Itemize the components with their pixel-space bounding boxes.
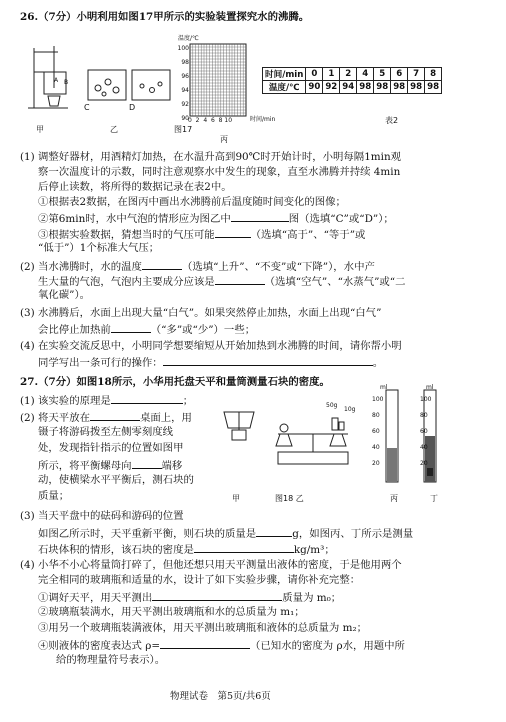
q27-line-12: 完全相同的玻璃瓶和适量的水，设计了如下实验步骤，请你补充完整： xyxy=(38,574,361,586)
answer-blank-surface[interactable] xyxy=(90,409,140,421)
answer-blank-density[interactable] xyxy=(194,541,294,553)
cylinder-unit-ding: ml xyxy=(426,384,434,391)
q27-line-7: 质量； xyxy=(38,490,70,502)
cylinder-ticks-bing: 100 80 60 40 20 xyxy=(372,396,384,467)
q27-line-4: 处，发现指针指示的位置如图甲 xyxy=(38,442,184,454)
stand-diagram xyxy=(28,46,68,108)
graph-yticks: 100 98 96 94 92 90 xyxy=(177,45,189,122)
fig18-label-ding: 丁 xyxy=(430,494,438,503)
q27-line-13: ①调好天平，用天平测出 质量为 m₀； xyxy=(38,589,341,605)
fig18-label-bing: 丙 xyxy=(390,494,398,503)
q26-line-9: 生大量的气泡，气泡内主要成分应该是 （选填“空气”、“水蒸气”或“二 xyxy=(38,273,406,289)
q27-line-14: ②玻璃瓶装满水，用天平测出玻璃瓶和水的总质量为 m₁； xyxy=(38,606,305,618)
answer-blank-step1[interactable] xyxy=(152,589,282,601)
q26-line-3: 后停止读数，将所得的数据记录在表2中。 xyxy=(38,181,232,193)
table-row-time: 时间/min 0 1 2 4 5 6 7 8 xyxy=(263,68,442,81)
answer-blank-expression[interactable] xyxy=(160,637,250,649)
balance-scale xyxy=(276,418,348,464)
q26-line-12: 会比停止加热前 （“多”或“少”）一些； xyxy=(38,321,255,337)
svg-text:A: A xyxy=(54,77,59,84)
answer-blank-steam[interactable] xyxy=(111,321,151,333)
q26-line-7: “低于”）1个标准大气压； xyxy=(38,242,160,254)
cylinder-ticks-ding: 100 80 60 40 20 xyxy=(420,396,432,467)
answer-blank-operation[interactable] xyxy=(163,354,373,366)
label-jia: 甲 xyxy=(36,125,44,134)
q26-line-4: ①根据表2数据，在图丙中画出水沸腾前后温度随时间变化的图像； xyxy=(38,196,346,208)
answer-blank-bubble[interactable] xyxy=(231,210,289,222)
fig18-label-jia: 甲 xyxy=(232,494,240,503)
label-d: D xyxy=(129,103,136,112)
q26-line-8: (2) 当水沸腾时，水的温度 （选填“上升”、“不变”或“下降”），水中产 xyxy=(20,258,375,274)
answer-blank-mass[interactable] xyxy=(256,525,292,537)
q27-line-1: (1) 该实验的原理是 ； xyxy=(20,392,193,408)
q26-line-14: 同学写出一条可行的操作： 。 xyxy=(38,354,383,370)
q26-header: 26.（7分）小明利用如图17甲所示的实验装置探究水的沸腾。 xyxy=(20,11,310,23)
label-bing: 丙 xyxy=(220,135,228,144)
q26-line-2: 察一次温度计的示数，同时注意观察水中发生的现象，直至水沸腾并持续 4min xyxy=(38,166,401,178)
table-row-temp: 温度/℃ 90 92 94 98 98 98 98 98 xyxy=(263,81,442,94)
data-table-2 xyxy=(262,67,442,94)
page-footer: 物理试卷 第5页/共6页 xyxy=(170,691,271,702)
q27-line-3: 镊子将游码拨至左侧零刻度线 xyxy=(38,426,174,438)
answer-blank-pressure[interactable] xyxy=(215,226,251,238)
graph-ylabel: 温度/℃ xyxy=(178,35,199,42)
q27-line-2: (2) 将天平放在 桌面上，用 xyxy=(20,409,192,425)
q27-line-5: 所示，将平衡螺母向 端移 xyxy=(38,457,182,473)
answer-blank-direction[interactable] xyxy=(132,457,162,469)
fig18-caption: 图18 乙 xyxy=(275,494,304,503)
q27-line-16: ④则液体的密度表达式 ρ= （已知水的密度为 ρ水，用题中所 xyxy=(38,637,405,653)
q27-line-15: ③用另一个玻璃瓶装满液体，用天平测出玻璃瓶和液体的总质量为 m₂； xyxy=(38,622,368,634)
q26-line-6: ③根据实验数据，猜想当时的气压可能 （选填“高于”、“等于”或 xyxy=(38,226,365,242)
beaker-c xyxy=(88,70,126,100)
q27-line-10: 石块体积的情形，该石块的密度是 kg/m³； xyxy=(38,541,335,557)
q26-line-1: (1) 调整好器材，用酒精灯加热，在水温升高到90℃时开始计时，小明每隔1min观 xyxy=(20,151,402,163)
beaker-d xyxy=(132,70,170,100)
weight-label-50g: 50g xyxy=(326,402,338,409)
fig17-caption: 图17 xyxy=(174,125,193,134)
answer-blank-temp[interactable] xyxy=(142,258,182,270)
q27-line-6: 动，使横梁水平平衡后，测石块的 xyxy=(38,474,194,486)
q26-line-5: ②第6min时，水中气泡的情形应为图乙中 图（选填“C”或“D”）； xyxy=(38,210,394,226)
svg-text:B: B xyxy=(64,79,69,86)
label-yi: 乙 xyxy=(110,125,118,134)
q27-line-8: (3) 当天平盘中的砝码和游码的位置 xyxy=(20,510,184,522)
q26-line-11: (3) 水沸腾后，水面上出现大量“白气”。如果突然停止加热，水面上出现“白气” xyxy=(20,307,382,319)
weight-label-10g: 10g xyxy=(344,406,356,413)
q26-line-13: (4) 在实验交流反思中，小明同学想要缩短从开始加热到水沸腾的时间，请你帮小明 xyxy=(20,340,402,352)
q26-line-10: 氧化碳”）。 xyxy=(38,289,91,301)
balance-dial xyxy=(224,412,254,440)
q27-header: 27.（7分）如图18所示，小华用托盘天平和量筒测量石块的密度。 xyxy=(20,376,330,388)
graph-xticks: 0 2 4 6 8 10 xyxy=(188,117,233,124)
table-caption: 表2 xyxy=(385,116,399,125)
cylinder-bing xyxy=(386,390,398,482)
answer-blank-principle[interactable] xyxy=(111,392,183,404)
q27-line-11: (4) 小华不小心将量筒打碎了，但他还想只用天平测量出液体的密度，于是他用两个 xyxy=(20,559,402,571)
label-c: C xyxy=(84,103,90,112)
temperature-grid xyxy=(190,44,246,116)
graph-xlabel: 时间/min xyxy=(250,116,276,123)
q27-line-17: 给的物理量符号表示）。 xyxy=(56,654,166,666)
q27-line-9: 如图乙所示时，天平重新平衡，则石块的质量是 g，如图丙、丁所示是测量 xyxy=(38,525,413,541)
fig17-apparatus xyxy=(28,38,178,118)
answer-blank-gas[interactable] xyxy=(215,273,265,285)
cylinder-unit-bing: ml xyxy=(380,384,388,391)
